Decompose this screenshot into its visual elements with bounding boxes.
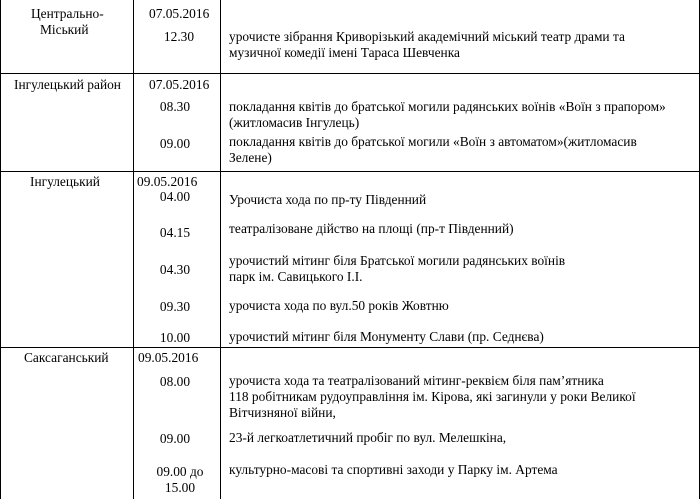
event-time: 04.15 (159, 225, 191, 240)
event-description: урочистий мітинг біля Братської могили радянських воїнів парк ім. Савицького І.І. (229, 253, 566, 284)
event-description: урочиста хода та театралізований мітинг-реквієм біля пам’ятника 118 робітникам рудоуправління ім. Кірова, які загинули у роки Великої Вітчизняної війни, (229, 373, 636, 420)
event-time: 09.00 (159, 136, 191, 151)
event-description: театралізоване дійство на площі (пр-т Південний) (229, 221, 514, 236)
event-time: 08.30 (159, 99, 191, 114)
event-date: 09.05.2016 (138, 350, 199, 365)
event-time: 04.30 (159, 262, 191, 277)
event-description: покладання квітів до братської могили «Воїн з автоматом»(житломасив Зелене) (229, 134, 637, 165)
event-date: 09.05.2016 (137, 174, 198, 189)
event-date: 07.05.2016 (149, 77, 210, 92)
event-time: 09.00 до 15.00 (156, 464, 204, 495)
district-name: Центрально- Міський (31, 6, 104, 37)
event-description: урочисте зібрання Криворізький академічний міський театр драми та музичної комедії імені Тараса Шевченка (229, 29, 625, 60)
event-description: 23-й легкоатлетичний пробіг по вул. Мелешкіна, (229, 430, 507, 445)
event-time: 08.00 (159, 374, 191, 389)
event-date: 07.05.2016 (149, 6, 210, 21)
event-description: покладання квітів до братської могили радянських воїнів «Воїн з прапором» (житломасив Інгулець) (229, 99, 666, 130)
district-name: Саксаганський (24, 350, 109, 365)
event-time: 10.00 (159, 330, 191, 345)
table-border-left (0, 0, 1, 499)
district-name: Інгулецький (30, 174, 100, 189)
row-divider-2 (0, 171, 700, 172)
event-description: урочиста хода по вул.50 років Жовтню (229, 298, 449, 313)
event-time: 12.30 (163, 29, 195, 44)
row-divider-3 (0, 347, 700, 348)
column-divider-time (220, 0, 221, 499)
event-time: 09.30 (159, 299, 191, 314)
district-name: Інгулецький район (14, 77, 121, 92)
column-divider-district (133, 0, 134, 499)
event-time: 09.00 (159, 431, 191, 446)
event-description: урочистий мітинг біля Монументу Слави (пр. Седнєва) (229, 329, 544, 344)
event-time: 04.00 (159, 189, 191, 204)
event-description: культурно-масові та спортивні заходи у Парку ім. Артема (229, 462, 558, 477)
row-divider-1 (0, 73, 700, 74)
event-description: Урочиста хода по пр-ту Південний (229, 192, 427, 207)
